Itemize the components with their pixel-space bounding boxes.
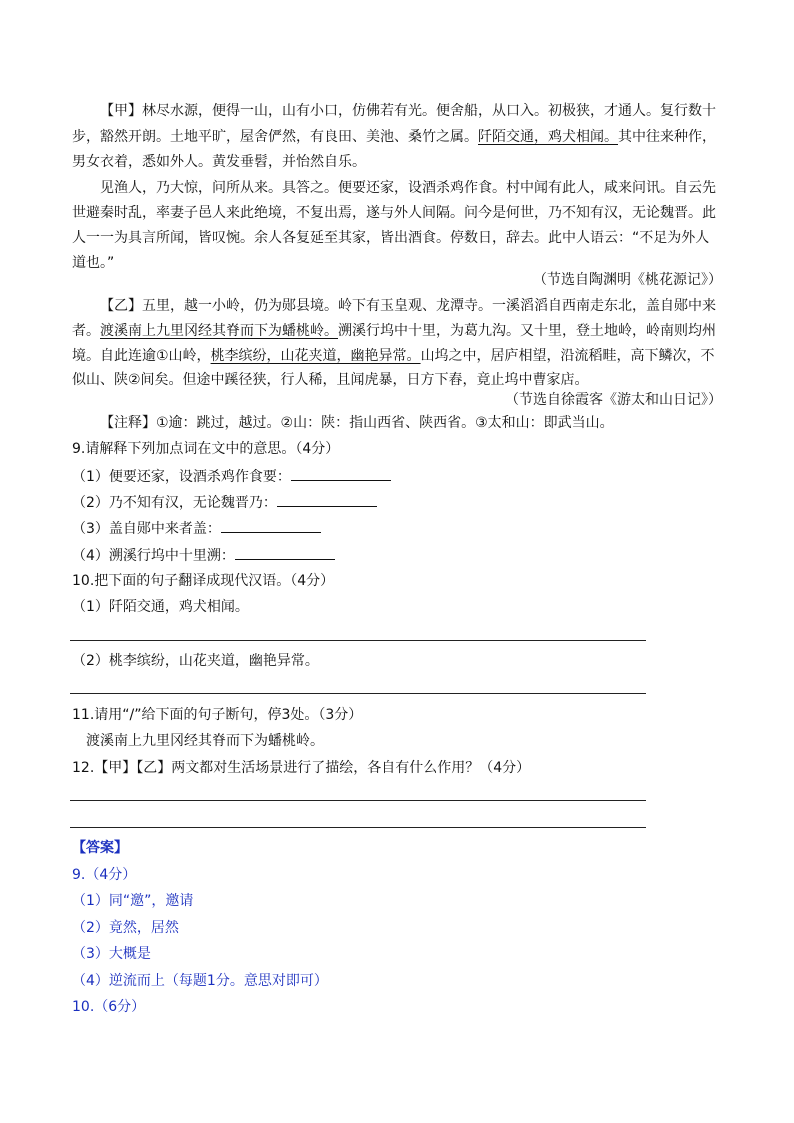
- jia-p2-line3: 人一一为具言所闻，皆叹惋。余人各复延至其家，皆出酒食。停数日，辞去。此中人语云：“不足为外人: [72, 230, 710, 246]
- yi-line4: 似山、陕②间矣。但途中蹊径狭，行人稀，且闻虎暴，日方下舂，竟止坞中曹家店。: [72, 372, 589, 388]
- answer-line[interactable]: [70, 640, 646, 641]
- q9-item-4: （4）溯溪行坞中十里溯：: [72, 545, 335, 565]
- q10-item-2: （2）桃李缤纷，山花夹道，幽艳异常。: [72, 653, 319, 669]
- yi-note: 【注释】①逾：跳过，越过。②山：陕：指山西省、陕西省。③太和山：即武当山。: [100, 415, 614, 431]
- q11-title: 11.请用“/”给下面的句子断句，停3处。（3分）: [72, 707, 363, 723]
- underlined-sentence-yi-2: 桃李缤纷，山花夹道，幽艳异常。: [210, 348, 421, 364]
- answer-line[interactable]: [70, 800, 646, 801]
- q12-title: 12.【甲】【乙】两文都对生活场景进行了描绘，各自有什么作用？（4分）: [72, 760, 531, 776]
- jia-source: （节选自陶渊明《桃花源记》）: [533, 272, 722, 288]
- answer-blank[interactable]: [235, 545, 335, 560]
- jia-p2-line4: 道也。”: [72, 255, 115, 271]
- answer-line[interactable]: [70, 827, 646, 828]
- underlined-sentence-yi-1: 渡溪南上九里冈经其脊而下为蟠桃岭。: [100, 323, 338, 339]
- answers-heading: 【答案】: [72, 840, 128, 856]
- answers-q9-title: 9.（4分）: [72, 867, 137, 883]
- jia-p2-line2: 世避秦时乱，率妻子邑人来此绝境，不复出焉，遂与外人间隔。问今是何世，乃不知有汉，无论魏晋。此: [72, 205, 716, 221]
- q9-item-2: （2）乃不知有汉，无论魏晋乃：: [72, 492, 377, 512]
- jia-p1-line2: 步，豁然开朗。土地平旷，屋舍俨然，有良田、美池、桑竹之属。阡陌交通，鸡犬相闻。其中往来种作，: [72, 129, 716, 145]
- answers-q9-item-4: （4）逆流而上（每题1分。意思对即可）: [72, 973, 328, 989]
- yi-line1: 【乙】五里，越一小岭，仍为郧县境。岭下有玉皇观、龙潭寺。一溪滔滔自西南走东北，盖自郧中来: [100, 298, 716, 314]
- jia-p1-line1: 【甲】林尽水源，便得一山，山有小口，仿佛若有光。便舍船，从口入。初极狭，才通人。复行数十: [100, 103, 716, 119]
- yi-line2: 者。渡溪南上九里冈经其脊而下为蟠桃岭。溯溪行坞中十里，为葛九沟。又十里，登土地岭，岭南则均州: [72, 323, 716, 339]
- yi-source: （节选自徐霞客《游太和山日记》）: [505, 392, 722, 408]
- q10-item-1: （1）阡陌交通，鸡犬相闻。: [72, 599, 249, 615]
- jia-p1-line3: 男女衣着，悉如外人。黄发垂髫，并怡然自乐。: [72, 154, 366, 170]
- underlined-sentence-jia: 阡陌交通，鸡犬相闻。: [478, 129, 618, 145]
- yi-line3: 境。自此连逾①山岭，桃李缤纷，山花夹道，幽艳异常。山坞之中，居庐相望，沿流稻畦，高下鳞次，不: [72, 348, 715, 364]
- q10-title: 10.把下面的句子翻译成现代汉语。（4分）: [72, 573, 335, 589]
- answers-q9-item-3: （3）大概是: [72, 946, 151, 962]
- answers-q10-title: 10.（6分）: [72, 999, 146, 1015]
- jia-p2-line1: 见渔人，乃大惊，问所从来。具答之。便要还家，设酒杀鸡作食。村中闻有此人，咸来问讯。自云先: [100, 180, 716, 196]
- answer-blank[interactable]: [221, 518, 321, 533]
- q11-sentence: 渡溪南上九里冈经其脊而下为蟠桃岭。: [86, 733, 324, 749]
- answers-q9-item-1: （1）同“邀”，邀请: [72, 893, 194, 909]
- q9-item-3: （3）盖自郧中来者盖：: [72, 518, 321, 538]
- answer-blank[interactable]: [277, 492, 377, 507]
- q9-item-1: （1）便要还家，设酒杀鸡作食要：: [72, 466, 391, 486]
- answer-line[interactable]: [70, 693, 646, 694]
- q9-title: 9.请解释下列加点词在文中的意思。（4分）: [72, 441, 340, 457]
- answer-blank[interactable]: [291, 466, 391, 481]
- answers-q9-item-2: （2）竟然，居然: [72, 920, 179, 936]
